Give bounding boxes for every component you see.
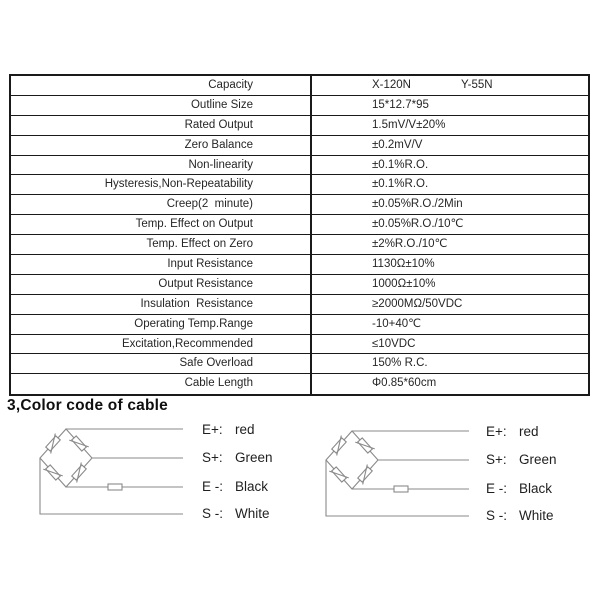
table-row — [11, 315, 588, 335]
pin-name: S+: — [202, 450, 223, 465]
spec-label: Temp. Effect on Zero — [11, 235, 312, 254]
spec-value: ±0.05%R.O./2Min — [372, 198, 463, 211]
pin-name: S -: — [202, 506, 224, 521]
table-row — [11, 335, 588, 355]
table-row — [11, 235, 588, 255]
bridge-diamond — [326, 431, 378, 489]
pin-color: White — [519, 508, 554, 523]
cable-label-row — [486, 508, 554, 524]
spec-label: Zero Balance — [11, 136, 312, 155]
spec-value: ±0.1%R.O. — [372, 178, 429, 191]
table-row — [11, 116, 588, 136]
spec-value — [312, 76, 588, 95]
table-row — [11, 175, 588, 195]
wheatstone-bridge-diagram-left — [25, 414, 195, 519]
spec-value: 1000Ω±10% — [372, 277, 436, 290]
spec-label: Insulation Resistance — [11, 295, 312, 314]
table-row — [11, 354, 588, 374]
pin-name: S+: — [486, 452, 507, 467]
cable-label-row — [202, 479, 268, 495]
spec-value: ±0.1%R.O. — [372, 158, 429, 171]
spec-value: 150% R.C. — [372, 357, 428, 370]
table-row — [11, 374, 588, 394]
pin-color: Green — [519, 452, 557, 467]
spec-value: 1130Ω±10% — [372, 258, 435, 271]
spec-label: Excitation,Recommended — [11, 335, 312, 354]
pin-name: E -: — [486, 481, 508, 496]
cable-label-row — [486, 424, 539, 440]
spec-label: Rated Output — [11, 116, 312, 135]
table-row — [11, 76, 588, 96]
pin-name: E+: — [486, 424, 507, 439]
pin-color: White — [235, 506, 270, 521]
spec-label: Temp. Effect on Output — [11, 215, 312, 234]
spec-label: Cable Length — [11, 374, 312, 394]
table-row — [11, 195, 588, 215]
cable-label-row — [486, 452, 557, 468]
table-row — [11, 156, 588, 176]
pin-color: Green — [235, 450, 273, 465]
table-row — [11, 136, 588, 156]
spec-value: ±0.05%R.O./10℃ — [372, 218, 464, 231]
capacity-y: Y-55N — [461, 79, 493, 91]
table-row — [11, 215, 588, 235]
spec-label: Output Resistance — [11, 275, 312, 294]
cable-label-row — [202, 422, 255, 438]
spec-label: Capacity — [11, 76, 312, 95]
spec-table — [9, 74, 590, 396]
capacity-x: X-120N — [372, 79, 411, 91]
spec-label: Safe Overload — [11, 354, 312, 373]
spec-value: Φ0.85*60cm — [372, 377, 437, 390]
pin-color: Black — [235, 479, 269, 494]
section-heading: 3,Color code of cable — [7, 397, 168, 414]
pin-name: S -: — [486, 508, 508, 523]
spec-label: Hysteresis,Non-Repeatability — [11, 175, 312, 194]
spec-value: ≥2000MΩ/50VDC — [372, 297, 463, 310]
table-row — [11, 275, 588, 295]
spec-value: ±0.2mV/V — [372, 138, 423, 151]
spec-label: Operating Temp.Range — [11, 315, 312, 334]
pin-name: E+: — [202, 422, 223, 437]
inline-resistor-icon — [394, 486, 408, 492]
table-row — [11, 295, 588, 315]
spec-value: 15*12.7*95 — [372, 98, 429, 111]
spec-value: 1.5mV/V±20% — [372, 118, 446, 131]
pin-color: red — [235, 422, 255, 437]
pin-color: Black — [519, 481, 553, 496]
spec-label: Outline Size — [11, 96, 312, 115]
cable-label-row — [202, 450, 273, 466]
bridge-diamond — [40, 429, 92, 487]
spec-label: Creep(2 minute) — [11, 195, 312, 214]
spec-value: ≤10VDC — [372, 337, 416, 350]
pin-name: E -: — [202, 479, 224, 494]
cable-label-row — [202, 506, 270, 522]
spec-label: Input Resistance — [11, 255, 312, 274]
pin-color: red — [519, 424, 539, 439]
wheatstone-bridge-diagram-right — [311, 416, 481, 521]
cable-label-row — [486, 481, 552, 497]
table-row — [11, 96, 588, 116]
spec-value: -10+40℃ — [372, 317, 422, 330]
table-row — [11, 255, 588, 275]
inline-resistor-icon — [108, 484, 122, 490]
spec-label: Non-linearity — [11, 156, 312, 175]
spec-value: ±2%R.O./10℃ — [372, 238, 448, 251]
